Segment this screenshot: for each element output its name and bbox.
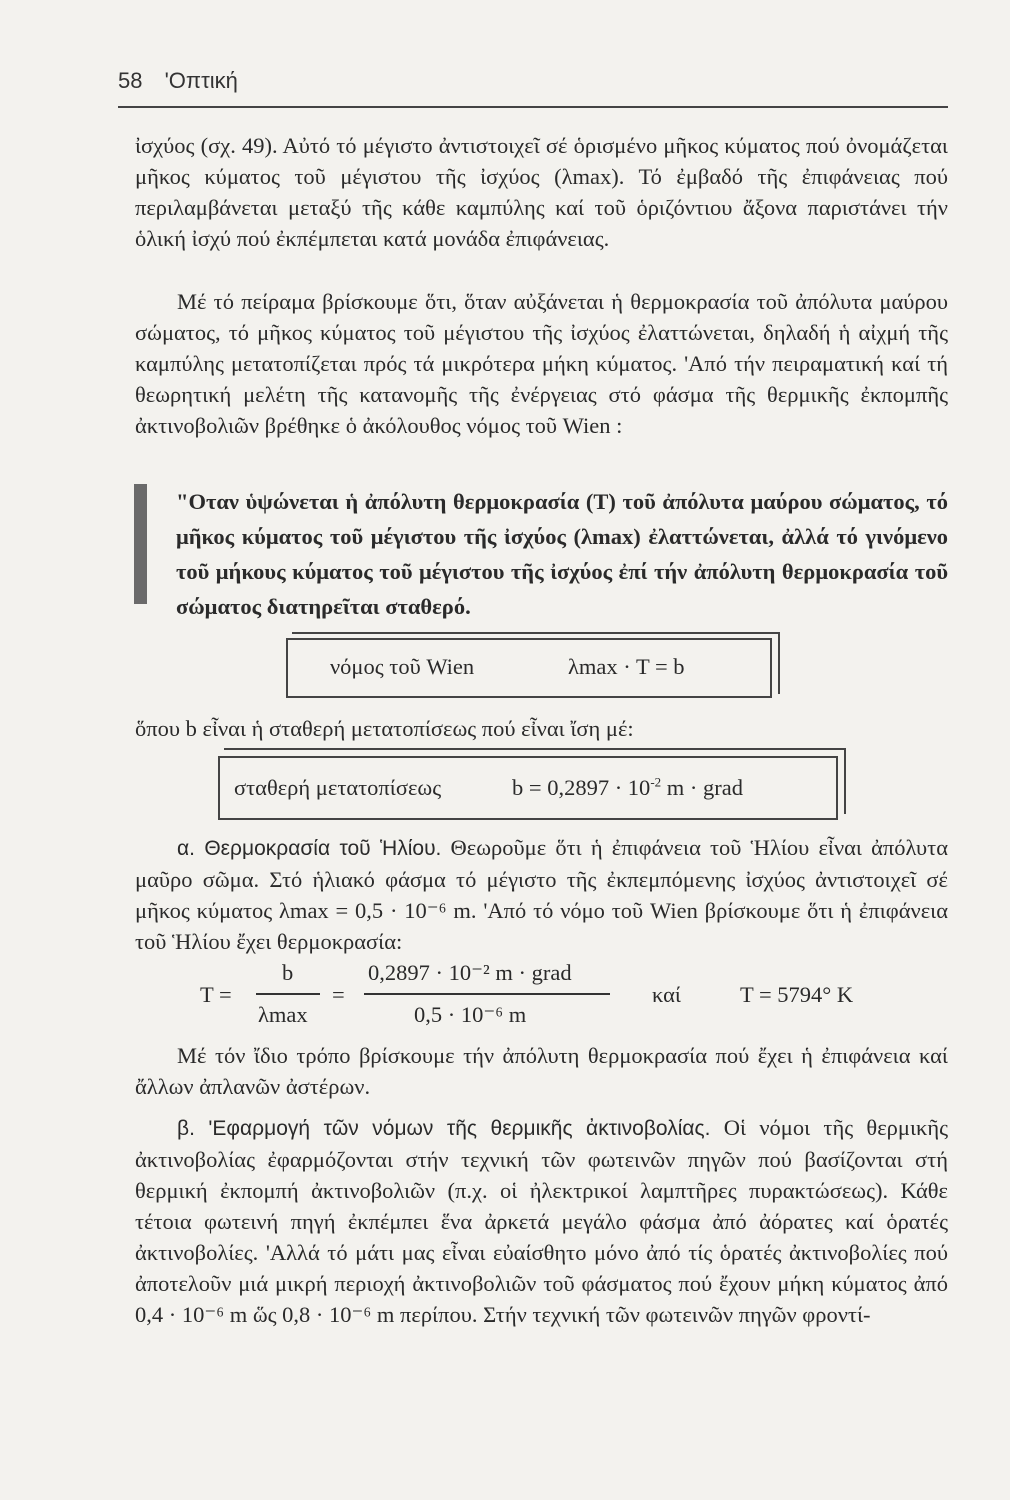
const-label: σταθερή μετατοπίσεως [234, 775, 442, 800]
wien-law-statement: "Οταν ὑψώνεται ἡ ἀπόλυτη θερμοκρασία (Τ) τοῦ ἀπόλυτα μαύρου σώματος, τό μῆκος κύματος τοῦ μέγιστου τῆς ἰσχύος (λmax) ἐλαττώνεται, ἀλλά τό γινόμενο τοῦ μήκους κύματος τοῦ μέγιστου τῆς ἰσχύος ἐπί τήν ἀπόλυτη θερμοκρασία τοῦ σώματος διατηρεῖται σταθερό. [176, 489, 948, 619]
eq-num-2: 0,2897 · 10⁻² m · grad [368, 960, 572, 985]
wien-formula: λmax · T = b [568, 654, 685, 679]
book-page: 58 'Οπτική ἰσχύος (σχ. 49). Αὐτό τό μέγιστο ἀντιστοιχεῖ σέ ὁρισμένο μῆκος κύματος πού ὀνομάζεται μῆκος κύματος τοῦ μέγιστου τῆς ἰσχύος (λmax). Τό ἐμβαδό τῆς ἐπιφάνειας πού περιλαμβάνεται μεταξύ τῆς κάθε καμπύλης καί τοῦ ὁριζόντιου ἄξονα παριστάνει τήν ὁλική ἰσχύ πού ἐκπέμπεται κατά μονάδα ἐπιφάνειας. Μέ τό πείραμα βρίσκουμε ὅτι, ὅταν αὐξάνεται ἡ θερμοκρασία τοῦ ἀπόλυτα μαύρου σώματος, τό μῆκος κύματος τοῦ μέγιστου τῆς ἰσχύος ἐλαττώνεται, δηλαδή ἡ αἰχμή τῆς καμπύλης μετατοπίζεται πρός τά μικρότερα μήκη κύματος. 'Από τήν πειραματική καί τή θεωρητική μελέτη τῆς κατανομῆς τῆς ἐνέργειας στό φάσμα τῆς θερμικῆς ἐκπομπῆς ἀκτινοβολιῶν βρέθηκε ὁ ἀκόλουθος νόμος τοῦ Wien : "Οταν ὑψώνεται ἡ ἀπόλυτη θερμοκρασία (Τ) τοῦ ἀπόλυτα μαύρου σώματος, τό μῆκος κύματος τοῦ μέγιστου τῆς ἰσχύος (λmax) ἐλαττώνεται, ἀλλά τό γινόμενο τοῦ μήκους κύματος τοῦ μέγιστου τῆς ἰσχύος ἐπί τήν ἀπόλυτη θερμοκρασία τοῦ σώματος διατηρεῖται σταθερό. νόμος τοῦ Wien λmax · T = b ὅπου b εἶναι ἡ σταθερή μετατοπίσεως πού εἶναι ἴση μέ: σταθερή μετατοπίσεως $b = 0,2897 \cdot 10^{-2}$ m · grad α. Θερμοκρασία τοῦ Ἡλίου. Θεωροῦμε ὅτι ἡ ἐπιφάνεια τοῦ Ἡλίου εἶναι ἀπόλυτα μαῦρο σῶμα. Στό ἡλιακό φάσμα τό μέγιστο τῆς ἐκπεμπόμενης ἰσχύος ἀντιστοιχεῖ σέ μῆκος κύματος λmax = 0,5 · 10⁻⁶ m. 'Από τό νόμο τοῦ Wien βρίσκουμε ὅτι ἡ ἐπιφάνεια τοῦ Ἡλίου ἔχει θερμοκρασία: T = b λmax = 0,2897 · 10⁻² m · grad 0,5 · 10⁻⁶ m καί T = 5794° K Μέ τόν ἴδιο τρόπο βρίσκουμε τήν ἀπόλυτη θερμοκρασία πού ἔχει ἡ ἐπιφάνεια καί ἄλλων ἀπλανῶν ἀστέρων. β. 'Εφαρμογή τῶν νόμων τῆς θερμικῆς ἀκτινοβολίας. Οἱ νόμοι τῆς θερμικῆς ἀκτινοβολίας ἐφαρμόζονται στήν τεχνική τῶν φωτεινῶν πηγῶν πού βασίζονται στή θερμική ἐκπομπή ἀκτινοβολιῶν (π.χ. οἱ ἠλεκτρικοί λαμπτῆρες πυρακτώσεως). Κάθε τέτοια φωτεινή πηγή ἐκπέμπει ἕνα ἀρκετά μεγάλο φάσμα ἀπό ἀόρατες καί ὁρατές ἀκτινοβολίες. 'Αλλά τό μάτι μας εἶναι εὐαίσθητο μόνο ἀπό τίς ὁρατές ἀκτινοβολίες πού ἀποτελοῦν μιά μικρή περιοχή ἀκτινοβολιῶν τοῦ φάσματος πού ἔχουν μήκη κύματος ἀπό 0,4 · 10⁻⁶ m ὥς 0,8 · 10⁻⁶ m περίπου. Στήν τεχνική τῶν φωτεινῶν πηγῶν φροντί- [0, 0, 1010, 1500]
eq-den-2: 0,5 · 10⁻⁶ m [414, 1002, 527, 1027]
eq-den-1: λmax [258, 1002, 308, 1027]
header-rule [118, 106, 948, 108]
paragraph-1: ἰσχύος (σχ. 49). Αὐτό τό μέγιστο ἀντιστοιχεῖ σέ ὁρισμένο μῆκος κύματος πού ὀνομάζεται μῆκος κύματος τοῦ μέγιστου τῆς ἰσχύος (λmax). Τό ἐμβαδό τῆς ἐπιφάνειας πού περιλαμβάνεται μεταξύ τῆς κάθε καμπύλης καί τοῦ ὁριζόντιου ἄξονα παριστάνει τήν ὁλική ἰσχύ πού ἐκπέμπεται κατά μονάδα ἐπιφάνειας. [135, 133, 948, 251]
eq-num-1: b [282, 960, 294, 985]
fraction-line-2 [364, 993, 610, 995]
section-b: β. 'Εφαρμογή τῶν νόμων τῆς θερμικῆς ἀκτινοβολίας. Οἱ νόμοι τῆς θερμικῆς ἀκτινοβολίας ἐφαρμόζονται στήν τεχνική τῶν φωτεινῶν πηγῶν πού βασίζονται στή θερμική ἐκπομπή ἀκτινοβολιῶν (π.χ. οἱ ἠλεκτρικοί λαμπτῆρες πυρακτώσεως). Κάθε τέτοια φωτεινή πηγή ἐκπέμπει ἕνα ἀρκετά μεγάλο φάσμα ἀπό ἀόρατες καί ὁρατές ἀκτινοβολίες. 'Αλλά τό μάτι μας εἶναι εὐαίσθητο μόνο ἀπό τίς ὁρατές ἀκτινοβολίες πού ἀποτελοῦν μιά μικρή περιοχή ἀκτινοβολιῶν τοῦ φάσματος πού ἔχουν μήκη κύματος ἀπό 0,4 · 10⁻⁶ m ὥς 0,8 · 10⁻⁶ m περίπου. Στήν τεχνική τῶν φωτεινῶν πηγῶν φροντί- [135, 1115, 949, 1327]
running-header [118, 68, 238, 94]
section-title: 'Οπτική [164, 68, 238, 93]
eq-result: T = 5794° K [740, 982, 854, 1007]
fraction-line-1 [256, 993, 320, 995]
section-b-heading: β. 'Εφαρμογή τῶν νόμων τῆς θερμικῆς ἀκτινοβολίας. [177, 1117, 711, 1140]
wien-label: νόμος τοῦ Wien [330, 654, 475, 679]
paragraph-other-stars: Μέ τόν ἴδιο τρόπο βρίσκουμε τήν ἀπόλυτη θερμοκρασία πού ἔχει ἡ ἐπιφάνεια καί ἄλλων ἀπλανῶν ἀστέρων. [135, 1043, 948, 1099]
where-line: ὅπου b εἶναι ἡ σταθερή μετατοπίσεως πού εἶναι ἴση μέ: [135, 716, 634, 741]
section-a-heading: α. Θερμοκρασία τοῦ Ἡλίου. [177, 837, 442, 860]
const-formula: $b = 0,2897 \cdot 10^{-2}$ m · grad [512, 774, 744, 800]
law-margin-bar [134, 484, 147, 604]
constant-box [218, 756, 838, 820]
paragraph-2: Μέ τό πείραμα βρίσκουμε ὅτι, ὅταν αὐξάνεται ἡ θερμοκρασία τοῦ ἀπόλυτα μαύρου σώματος, τό μῆκος κύματος τοῦ μέγιστου τῆς ἰσχύος ἐλαττώνεται, δηλαδή ἡ αἰχμή τῆς καμπύλης μετατοπίζεται πρός τά μικρότερα μήκη κύματος. 'Από τήν πειραματική καί τή θεωρητική μελέτη τῆς κατανομῆς τῆς ἐνέργειας στό φάσμα τῆς θερμικῆς ἐκπομπῆς ἀκτινοβολιῶν βρέθηκε ὁ ἀκόλουθος νόμος τοῦ Wien : [135, 289, 948, 438]
wien-law-box [286, 638, 772, 698]
section-a: α. Θερμοκρασία τοῦ Ἡλίου. Θεωροῦμε ὅτι ἡ ἐπιφάνεια τοῦ Ἡλίου εἶναι ἀπόλυτα μαῦρο σῶμα. Στό ἡλιακό φάσμα τό μέγιστο τῆς ἐκπεμπόμενης ἰσχύος ἀντιστοιχεῖ σέ μῆκος κύματος λmax = 0,5 · 10⁻⁶ m. 'Από τό νόμο τοῦ Wien βρίσκουμε ὅτι ἡ ἐπιφάνεια τοῦ Ἡλίου ἔχει θερμοκρασία: [135, 835, 948, 954]
page-number: 58 [118, 68, 143, 93]
